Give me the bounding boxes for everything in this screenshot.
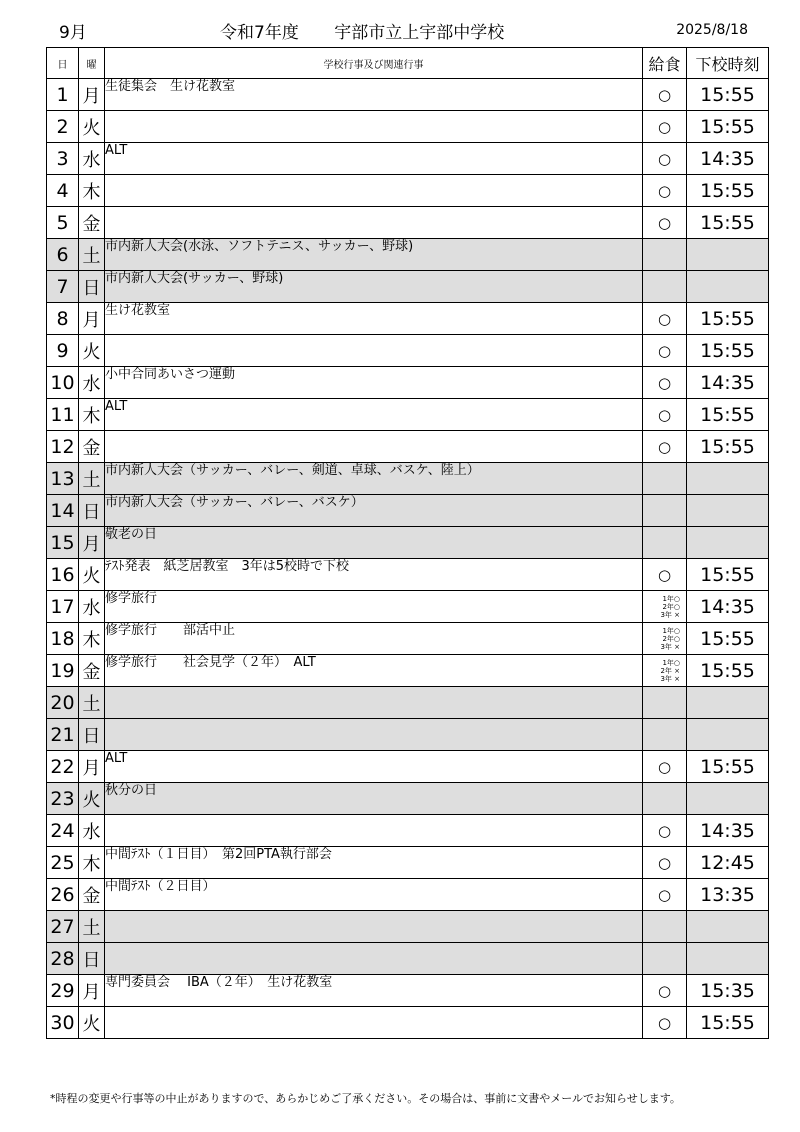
dismissal-time-cell: 15:55	[687, 303, 769, 335]
lunch-cell	[643, 463, 687, 495]
weekday-cell: 木	[79, 623, 105, 655]
day-cell: 15	[47, 527, 79, 559]
month-label: 9月	[59, 23, 87, 43]
page-title	[220, 18, 504, 43]
dismissal-time-cell	[687, 239, 769, 271]
dismissal-time-cell: 15:55	[687, 1007, 769, 1039]
lunch-cell	[643, 591, 687, 623]
dismissal-time-cell: 15:55	[687, 751, 769, 783]
lunch-cell: ○	[643, 815, 687, 847]
table-row	[47, 879, 769, 911]
weekday-cell: 日	[79, 719, 105, 751]
dismissal-time-cell	[687, 687, 769, 719]
day-cell: 21	[47, 719, 79, 751]
table-row	[47, 431, 769, 463]
weekday-cell: 水	[79, 143, 105, 175]
dismissal-time-cell: 15:55	[687, 559, 769, 591]
day-cell: 17	[47, 591, 79, 623]
weekday-cell: 水	[79, 591, 105, 623]
day-cell: 3	[47, 143, 79, 175]
weekday-cell: 土	[79, 911, 105, 943]
dismissal-time-cell: 15:55	[687, 431, 769, 463]
events-cell	[105, 207, 643, 239]
dismissal-time-cell: 15:55	[687, 79, 769, 111]
weekday-cell: 日	[79, 495, 105, 527]
table-row	[47, 943, 769, 975]
lunch-grade-line: 2年○	[662, 634, 680, 643]
table-row	[47, 1007, 769, 1039]
table-row	[47, 591, 769, 623]
day-cell: 28	[47, 943, 79, 975]
day-cell: 30	[47, 1007, 79, 1039]
lunch-cell	[643, 623, 687, 655]
dismissal-time-cell	[687, 911, 769, 943]
lunch-cell: ○	[643, 879, 687, 911]
lunch-cell: ○	[643, 143, 687, 175]
events-cell: 市内新人大会（サッカー、バレー、バスケ）	[105, 495, 643, 527]
events-cell	[105, 335, 643, 367]
lunch-cell	[643, 239, 687, 271]
day-cell: 11	[47, 399, 79, 431]
lunch-cell: ○	[643, 399, 687, 431]
table-row	[47, 559, 769, 591]
table-row	[47, 975, 769, 1007]
events-cell	[105, 175, 643, 207]
lunch-cell	[643, 527, 687, 559]
day-cell: 29	[47, 975, 79, 1007]
events-cell: ALT	[105, 751, 643, 783]
events-cell: ALT	[105, 399, 643, 431]
events-cell	[105, 911, 643, 943]
events-cell	[105, 943, 643, 975]
header-row	[47, 48, 769, 79]
lunch-cell: ○	[643, 847, 687, 879]
issue-date: 2025/8/18	[676, 22, 748, 38]
day-cell: 18	[47, 623, 79, 655]
lunch-cell: ○	[643, 1007, 687, 1039]
table-row	[47, 495, 769, 527]
day-cell: 2	[47, 111, 79, 143]
lunch-grade-line: 3年 ×	[660, 642, 680, 651]
table-row	[47, 335, 769, 367]
table-row	[47, 847, 769, 879]
lunch-cell: ○	[643, 975, 687, 1007]
events-cell	[105, 687, 643, 719]
day-cell: 19	[47, 655, 79, 687]
col-lunch-header: 給食	[643, 48, 687, 79]
dismissal-time-cell: 15:55	[687, 623, 769, 655]
day-cell: 25	[47, 847, 79, 879]
lunch-cell	[643, 943, 687, 975]
lunch-grade-line: 3年 ×	[660, 674, 680, 683]
table-row	[47, 911, 769, 943]
dismissal-time-cell: 12:45	[687, 847, 769, 879]
events-cell: 中間ﾃｽﾄ（１日目） 第2回PTA執行部会	[105, 847, 643, 879]
weekday-cell: 月	[79, 751, 105, 783]
events-cell: 修学旅行 社会見学（２年） ALT	[105, 655, 643, 687]
dismissal-time-cell	[687, 527, 769, 559]
day-cell: 23	[47, 783, 79, 815]
events-cell: 修学旅行	[105, 591, 643, 623]
weekday-cell: 火	[79, 335, 105, 367]
col-events-header: 学校行事及び関連行事	[105, 48, 643, 79]
dismissal-time-cell: 15:55	[687, 335, 769, 367]
table-row	[47, 623, 769, 655]
dismissal-time-cell: 13:35	[687, 879, 769, 911]
day-cell: 1	[47, 79, 79, 111]
day-cell: 24	[47, 815, 79, 847]
weekday-cell: 月	[79, 79, 105, 111]
table-row	[47, 175, 769, 207]
weekday-cell: 土	[79, 239, 105, 271]
table-row	[47, 815, 769, 847]
day-cell: 12	[47, 431, 79, 463]
weekday-cell: 木	[79, 399, 105, 431]
weekday-cell: 月	[79, 527, 105, 559]
lunch-cell: ○	[643, 303, 687, 335]
day-cell: 8	[47, 303, 79, 335]
weekday-cell: 土	[79, 687, 105, 719]
day-cell: 14	[47, 495, 79, 527]
table-row	[47, 783, 769, 815]
table-row	[47, 687, 769, 719]
events-cell: 小中合同あいさつ運動	[105, 367, 643, 399]
day-cell: 22	[47, 751, 79, 783]
weekday-cell: 水	[79, 815, 105, 847]
day-cell: 16	[47, 559, 79, 591]
schedule-table	[46, 47, 769, 1039]
table-row	[47, 271, 769, 303]
dismissal-time-cell: 15:55	[687, 111, 769, 143]
table-row	[47, 143, 769, 175]
weekday-cell: 水	[79, 367, 105, 399]
table-row	[47, 303, 769, 335]
events-cell: 生け花教室	[105, 303, 643, 335]
events-cell: 中間ﾃｽﾄ（２日目）	[105, 879, 643, 911]
table-row	[47, 527, 769, 559]
lunch-grade-line: 2年○	[662, 602, 680, 611]
dismissal-time-cell: 15:55	[687, 655, 769, 687]
weekday-cell: 火	[79, 559, 105, 591]
weekday-cell: 金	[79, 655, 105, 687]
day-cell: 9	[47, 335, 79, 367]
dismissal-time-cell: 15:55	[687, 207, 769, 239]
lunch-cell: ○	[643, 79, 687, 111]
era-label: 令和7年度	[220, 23, 299, 43]
table-row	[47, 655, 769, 687]
weekday-cell: 金	[79, 431, 105, 463]
table-row	[47, 367, 769, 399]
dismissal-time-cell: 15:55	[687, 399, 769, 431]
table-row	[47, 207, 769, 239]
events-cell: 専門委員会 IBA（２年） 生け花教室	[105, 975, 643, 1007]
events-cell	[105, 431, 643, 463]
events-cell: 秋分の日	[105, 783, 643, 815]
table-row	[47, 111, 769, 143]
events-cell: ﾃｽﾄ発表 紙芝居教室 3年は5校時で下校	[105, 559, 643, 591]
events-cell	[105, 111, 643, 143]
weekday-cell: 日	[79, 943, 105, 975]
dismissal-time-cell: 14:35	[687, 815, 769, 847]
events-cell: 市内新人大会(サッカー、野球)	[105, 271, 643, 303]
lunch-grade-line: 1年○	[662, 626, 680, 635]
lunch-cell	[643, 271, 687, 303]
dismissal-time-cell	[687, 783, 769, 815]
lunch-cell: ○	[643, 751, 687, 783]
day-cell: 20	[47, 687, 79, 719]
footer-note: *時程の変更や行事等の中止がありますので、あらかじめご了承ください。その場合は、事前に文書やメールでお知らせします。	[50, 1092, 681, 1105]
weekday-cell: 金	[79, 207, 105, 239]
dismissal-time-cell	[687, 719, 769, 751]
events-cell: 敬老の日	[105, 527, 643, 559]
dismissal-time-cell	[687, 943, 769, 975]
table-row	[47, 719, 769, 751]
day-cell: 10	[47, 367, 79, 399]
lunch-cell	[643, 687, 687, 719]
weekday-cell: 日	[79, 271, 105, 303]
dismissal-time-cell: 15:55	[687, 175, 769, 207]
events-cell	[105, 815, 643, 847]
dismissal-time-cell	[687, 271, 769, 303]
lunch-grade-line: 1年○	[662, 658, 680, 667]
lunch-cell	[643, 783, 687, 815]
events-cell: 市内新人大会（サッカー、バレー、剣道、卓球、バスケ、陸上）	[105, 463, 643, 495]
dismissal-time-cell	[687, 463, 769, 495]
table-row	[47, 399, 769, 431]
lunch-cell	[643, 655, 687, 687]
table-row	[47, 239, 769, 271]
lunch-cell	[643, 719, 687, 751]
events-cell: 生徒集会 生け花教室	[105, 79, 643, 111]
lunch-cell: ○	[643, 111, 687, 143]
weekday-cell: 木	[79, 175, 105, 207]
events-cell: ALT	[105, 143, 643, 175]
dismissal-time-cell: 14:35	[687, 367, 769, 399]
dismissal-time-cell: 14:35	[687, 143, 769, 175]
col-weekday-header: 曜	[79, 48, 105, 79]
table-row	[47, 751, 769, 783]
dismissal-time-cell: 14:35	[687, 591, 769, 623]
lunch-cell: ○	[643, 335, 687, 367]
dismissal-time-cell	[687, 495, 769, 527]
events-cell: 修学旅行 部活中止	[105, 623, 643, 655]
lunch-grade-line: 1年○	[662, 594, 680, 603]
day-cell: 6	[47, 239, 79, 271]
lunch-cell: ○	[643, 207, 687, 239]
lunch-grade-line: 3年 ×	[660, 610, 680, 619]
lunch-cell	[643, 911, 687, 943]
schedule-body	[47, 79, 769, 1039]
events-cell: 市内新人大会(水泳、ソフトテニス、サッカー、野球)	[105, 239, 643, 271]
weekday-cell: 火	[79, 1007, 105, 1039]
events-cell	[105, 1007, 643, 1039]
col-dismissal-header: 下校時刻	[687, 48, 769, 79]
col-day-header: 日	[47, 48, 79, 79]
weekday-cell: 火	[79, 783, 105, 815]
lunch-grade-line: 2年 ×	[660, 666, 680, 675]
day-cell: 5	[47, 207, 79, 239]
day-cell: 4	[47, 175, 79, 207]
weekday-cell: 金	[79, 879, 105, 911]
weekday-cell: 土	[79, 463, 105, 495]
events-cell	[105, 719, 643, 751]
weekday-cell: 火	[79, 111, 105, 143]
lunch-cell: ○	[643, 175, 687, 207]
day-cell: 27	[47, 911, 79, 943]
dismissal-time-cell: 15:35	[687, 975, 769, 1007]
day-cell: 7	[47, 271, 79, 303]
weekday-cell: 月	[79, 975, 105, 1007]
lunch-cell	[643, 495, 687, 527]
weekday-cell: 木	[79, 847, 105, 879]
lunch-cell: ○	[643, 559, 687, 591]
school-name: 宇部市立上宇部中学校	[334, 23, 505, 43]
day-cell: 13	[47, 463, 79, 495]
day-cell: 26	[47, 879, 79, 911]
table-row	[47, 79, 769, 111]
table-row	[47, 463, 769, 495]
lunch-cell: ○	[643, 367, 687, 399]
weekday-cell: 月	[79, 303, 105, 335]
lunch-cell: ○	[643, 431, 687, 463]
